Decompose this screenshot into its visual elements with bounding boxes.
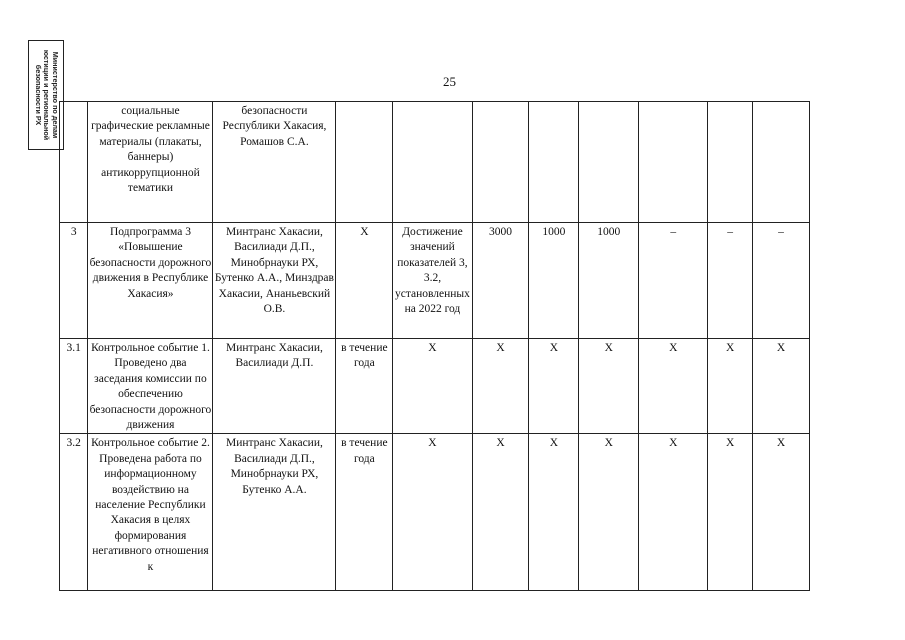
cell-value bbox=[579, 102, 639, 223]
cell-value: 3000 bbox=[472, 223, 529, 339]
cell-value: 1000 bbox=[529, 223, 579, 339]
cell-value bbox=[708, 102, 753, 223]
cell-value: Х bbox=[708, 339, 753, 434]
cell-name: Контрольное событие 1. Проведено два заседания комиссии по обеспечению безопасности дорожного движения bbox=[88, 339, 213, 434]
cell-num bbox=[60, 102, 88, 223]
cell-value: Х bbox=[639, 339, 708, 434]
cell-value bbox=[529, 102, 579, 223]
cell-term: Х bbox=[336, 223, 393, 339]
cell-name: Подпрограмма 3 «Повышение безопасности дорожного движения в Республике Хакасия» bbox=[88, 223, 213, 339]
cell-value: 1000 bbox=[579, 223, 639, 339]
cell-value: Х bbox=[579, 434, 639, 591]
cell-term: в течение года bbox=[336, 434, 393, 591]
cell-value: – bbox=[708, 223, 753, 339]
cell-value bbox=[753, 102, 810, 223]
cell-value: Х bbox=[753, 434, 810, 591]
cell-result: Достижение значений показателей 3, 3.2, установленных на 2022 год bbox=[393, 223, 472, 339]
cell-executors: безопасности Республики Хакасия, Ромашов С.А. bbox=[213, 102, 336, 223]
cell-result bbox=[393, 102, 472, 223]
cell-executors: Минтранс Хакасии, Василиади Д.П., Минобрнауки РХ, Бутенко А.А. bbox=[213, 434, 336, 591]
cell-name: социальные графические рекламные материалы (плакаты, баннеры) антикоррупционной тематики bbox=[88, 102, 213, 223]
table-row bbox=[60, 223, 810, 339]
cell-value: Х bbox=[472, 339, 529, 434]
cell-value: – bbox=[753, 223, 810, 339]
cell-value bbox=[472, 102, 529, 223]
cell-num: 3 bbox=[60, 223, 88, 339]
cell-value: Х bbox=[639, 434, 708, 591]
table-row bbox=[60, 434, 810, 591]
cell-value: Х bbox=[529, 434, 579, 591]
cell-executors: Минтранс Хакасии, Василиади Д.П. bbox=[213, 339, 336, 434]
cell-value bbox=[639, 102, 708, 223]
cell-executors: Минтранс Хакасии, Василиади Д.П., Минобрнауки РХ, Бутенко А.А., Минздрав Хакасии, Ананьевский О.В. bbox=[213, 223, 336, 339]
cell-value: – bbox=[639, 223, 708, 339]
cell-term: в течение года bbox=[336, 339, 393, 434]
cell-value: Х bbox=[579, 339, 639, 434]
table-row bbox=[60, 102, 810, 223]
page-number: 25 bbox=[443, 74, 456, 89]
cell-num: 3.1 bbox=[60, 339, 88, 434]
table-row bbox=[60, 339, 810, 434]
cell-value: Х bbox=[708, 434, 753, 591]
cell-value: Х bbox=[529, 339, 579, 434]
cell-result: Х bbox=[393, 339, 472, 434]
cell-num: 3.2 bbox=[60, 434, 88, 591]
cell-value: Х bbox=[753, 339, 810, 434]
cell-value: Х bbox=[472, 434, 529, 591]
cell-result: Х bbox=[393, 434, 472, 591]
cell-name: Контрольное событие 2. Проведена работа по информационному воздействию на население Республики Хакасия в целях формирования негативного отношения к bbox=[88, 434, 213, 591]
measures-table bbox=[59, 101, 810, 591]
stamp-text: Министерство по делам юстиции и региональной безопасности РХ bbox=[33, 49, 60, 141]
cell-term bbox=[336, 102, 393, 223]
